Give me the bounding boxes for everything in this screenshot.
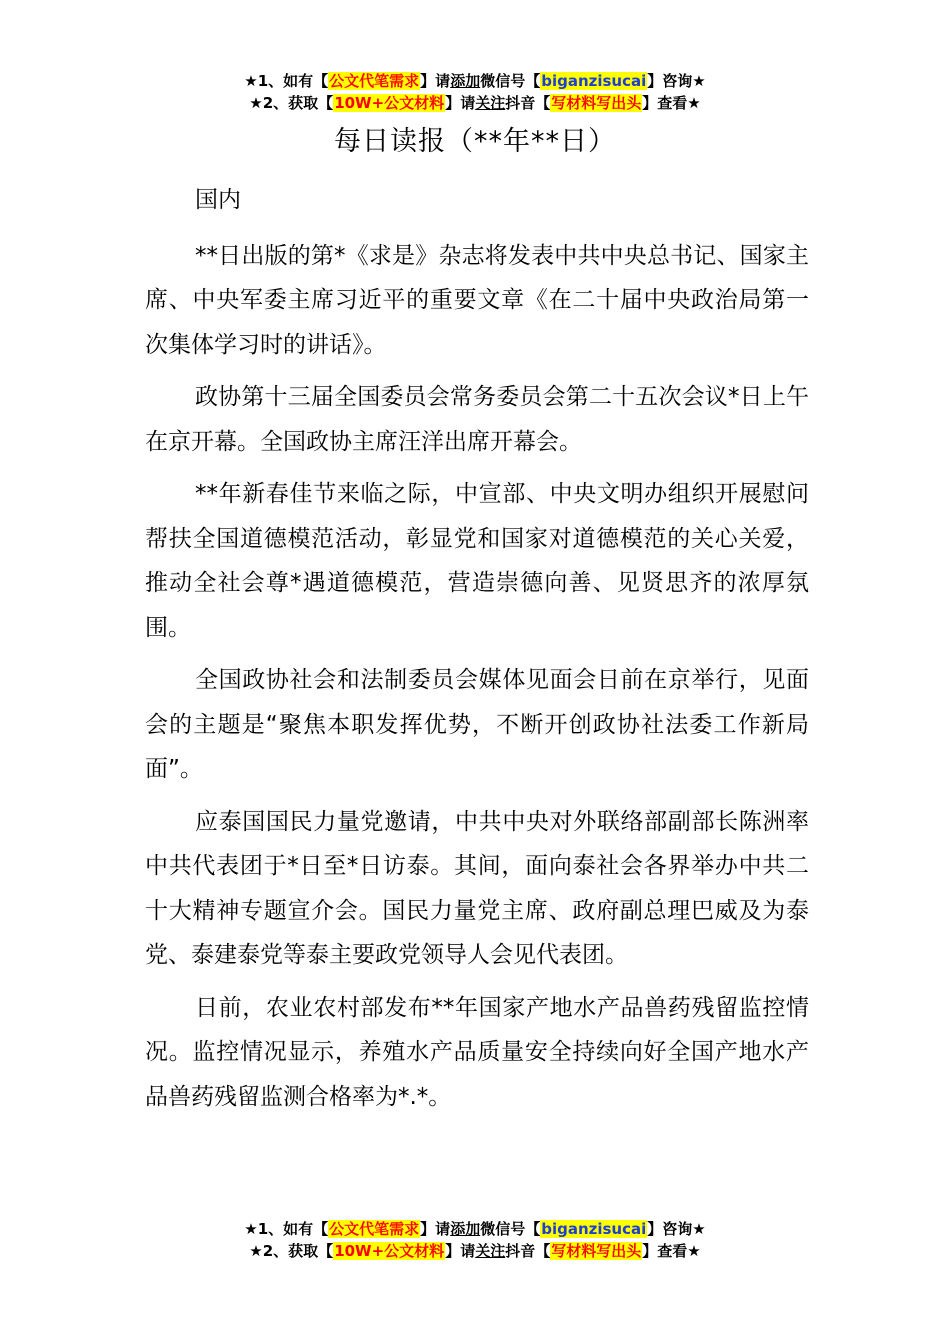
document-body [145,178,809,1127]
promo-highlight-service: 公文代笔需求 [329,72,420,90]
promo-emphasis: 添加 [450,72,481,90]
news-paragraph-3: **年新春佳节来临之际，中宣部、中央文明办组织开展慰问帮扶全国道德模范活动，彰显党和国家对道德模范的关心关爱，推动全社会尊*遇道德模范，营造崇德向善、见贤思齐的浓厚氛围。 [145,481,809,641]
promo-emphasis: 关注 [475,94,506,112]
promo-highlight-materials: 10W+公文材料 [334,1242,445,1260]
news-paragraph-1: **日出版的第*《求是》杂志将发表中共中央总书记、国家主席、中央军委主席习近平的重要文章《在二十届中央政治局第一次集体学习时的讲话》。 [145,242,809,358]
header-promo-banner [0,70,950,114]
promo-emphasis: 添加 [450,1220,481,1238]
promo-text: ★2、获取【 [249,1242,334,1260]
promo-text: 】请 [420,72,451,90]
promo-text: 微信号【 [480,1220,541,1238]
promo-line-1 [0,70,950,92]
footer-promo-banner [0,1218,950,1262]
promo-text: 微信号【 [480,72,541,90]
promo-highlight-wechat-id: biganzisucai [541,72,647,90]
promo-text: 】咨询★ [647,72,706,90]
promo-line-2 [0,1240,950,1262]
promo-line-1 [0,1218,950,1240]
promo-text: 】查看★ [642,1242,701,1260]
promo-line-2 [0,92,950,114]
news-paragraph-6: 日前，农业农村部发布**年国家产地水产品兽药残留监控情况。监控情况显示，养殖水产品质量安全持续向好全国产地水产品兽药残留监测合格率为*.*。 [145,994,809,1110]
promo-highlight-service: 公文代笔需求 [329,1220,420,1238]
promo-highlight-douyin: 写材料写出头 [551,94,642,112]
news-paragraph-5: 应泰国国民力量党邀请，中共中央对外联络部副部长陈洲率中共代表团于*日至*日访泰。其间，面向泰社会各界举办中共二十大精神专题宣介会。国民力量党主席、政府副总理巴威及为泰党、泰建泰党等泰主要政党领导人会见代表团。 [145,808,809,968]
promo-text: ★1、如有【 [244,72,329,90]
promo-text: 】查看★ [642,94,701,112]
promo-text: 】请 [420,1220,451,1238]
news-paragraph-2: 政协第十三届全国委员会常务委员会第二十五次会议*日上午在京开幕。全国政协主席汪洋出席开幕会。 [145,384,809,455]
promo-highlight-douyin: 写材料写出头 [551,1242,642,1260]
promo-emphasis: 关注 [475,1242,506,1260]
promo-text: 】请 [445,94,476,112]
promo-text: ★1、如有【 [244,1220,329,1238]
promo-highlight-wechat-id: biganzisucai [541,1220,647,1238]
promo-text: 抖音【 [505,1242,551,1260]
promo-text: 抖音【 [505,94,551,112]
promo-text: 】请 [445,1242,476,1260]
section-label-domestic: 国内 [195,187,241,213]
document-title: 每日读报（**年**日） [334,126,616,157]
promo-text: 】咨询★ [647,1220,706,1238]
promo-text: ★2、获取【 [249,94,334,112]
news-paragraph-4: 全国政协社会和法制委员会媒体见面会日前在京举行，见面会的主题是“聚焦本职发挥优势，不断开创政协社法委工作新局面”。 [145,667,809,782]
promo-highlight-materials: 10W+公文材料 [334,94,445,112]
